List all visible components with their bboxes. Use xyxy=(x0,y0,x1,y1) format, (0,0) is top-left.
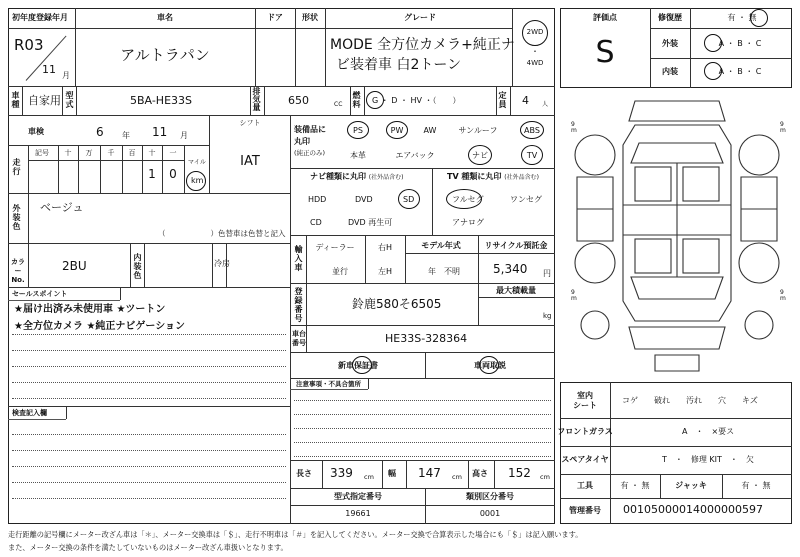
tv-fullseg-circle xyxy=(446,189,482,209)
registration-label: 登 録 番 号 xyxy=(294,287,303,323)
recycle-label: リサイクル預託金 xyxy=(484,241,548,250)
wheel-front-left xyxy=(575,135,615,175)
mileage-unit-3: 千 xyxy=(107,149,115,157)
interior-sheet-label: 室内 シート xyxy=(573,391,597,410)
equip-navi: ナビ xyxy=(472,151,488,160)
equipment-title-2: 丸印 xyxy=(294,137,310,146)
mileage-mile-label: マイル xyxy=(188,159,206,166)
width-value: 147 xyxy=(418,466,441,480)
import-rh: 右H xyxy=(377,243,393,252)
color-note: （ ）色替車は色替と記入 xyxy=(158,229,286,238)
model-code-value: 19661 xyxy=(345,509,371,518)
eval-score: S xyxy=(595,35,615,70)
sales-point-label: セールスポイント xyxy=(12,290,68,298)
mileage-km-circle xyxy=(186,171,206,191)
grade-line-2: ビ装着車 白2トーン xyxy=(336,57,462,73)
tv-title: TV 種類に丸印 (社外品含む) xyxy=(447,172,539,181)
color-no-label: カラー No. xyxy=(11,258,25,284)
equipment-title: 装備品に xyxy=(294,125,326,134)
inspector-label: 検査記入欄 xyxy=(12,409,47,417)
length-unit: cm xyxy=(364,473,374,481)
drive-4wd: 4WD xyxy=(526,59,544,67)
capacity-unit: 人 xyxy=(542,101,549,108)
sales-line-2: ★全方位カメラ ★純正ナビゲーション xyxy=(14,321,186,332)
navi-hdd: HDD xyxy=(308,195,327,204)
grade-header: グレード xyxy=(404,13,436,22)
wheel-rear-left xyxy=(575,243,615,283)
tv-oneseg: ワンセグ xyxy=(510,195,542,204)
equip-tv: TV xyxy=(526,151,538,160)
fuel-g-circle xyxy=(366,91,384,109)
first-reg-month-unit: 月 xyxy=(62,71,70,80)
width-unit: cm xyxy=(452,473,462,481)
tv-analog: アナログ xyxy=(452,218,484,227)
navi-dvd-play: DVD 再生可 xyxy=(348,218,393,227)
spare-wheel xyxy=(581,311,609,339)
door-header: ドア xyxy=(267,13,283,22)
drive-2wd: 2WD xyxy=(526,28,544,36)
chassis-label: 車台 番号 xyxy=(292,330,306,347)
recycle-value: 5,340 xyxy=(493,262,528,276)
inspection-year: 6 xyxy=(96,125,104,139)
jack-label: ジャッキ xyxy=(675,481,707,490)
inspection-label: 車検 xyxy=(28,127,44,136)
height-unit: cm xyxy=(540,473,550,481)
capacity-value: 4 xyxy=(522,94,529,107)
first-reg-header: 初年度登録年月 xyxy=(12,13,68,22)
length-label: 長さ xyxy=(296,469,312,478)
diagram-mark-rear-left: 9 m xyxy=(571,289,577,302)
wheel-front-right xyxy=(739,135,779,175)
drive-dot: ・ xyxy=(531,47,539,56)
tools-label: 工具 xyxy=(577,481,593,490)
repair-history-opts: 有 ・ 無 xyxy=(727,13,757,22)
first-reg-month: 11 xyxy=(42,63,56,76)
car-name-value: アルトラパン xyxy=(120,46,210,64)
tv-fullseg: フルセグ xyxy=(452,195,484,204)
model-year-value: 年 不明 xyxy=(428,267,460,276)
model-code-label: 型式指定番号 xyxy=(334,492,382,501)
interior-opts: A ・ B ・ C xyxy=(718,67,762,76)
import-dealer: ディーラー xyxy=(315,243,355,252)
equip-aw: AW xyxy=(423,126,437,135)
diagram-mark-rear-right: 9 m xyxy=(780,289,786,302)
recycle-unit: 円 xyxy=(543,269,551,278)
repair-none-circle xyxy=(750,9,768,27)
mileage-unit-4: 百 xyxy=(128,149,136,157)
width-label: 幅 xyxy=(388,469,396,478)
navi-cd: CD xyxy=(310,218,322,227)
fridge-label: 冷房 xyxy=(214,259,230,268)
warranty-manual-circle xyxy=(479,356,499,374)
management-value: 00105000014000000597 xyxy=(623,503,763,516)
equip-ps: PS xyxy=(353,126,363,135)
shift-value: IAT xyxy=(240,154,260,169)
use-value: 自家用 xyxy=(28,94,61,107)
eval-points-header: 評価点 xyxy=(593,13,617,22)
color-no-value: 2BU xyxy=(62,259,87,273)
equip-abs: ABS xyxy=(524,126,540,135)
navi-sd: SD xyxy=(403,195,415,204)
exterior-label: 外装 xyxy=(662,39,678,48)
fuel-label: 燃 料 xyxy=(352,91,361,109)
mileage-unit-5: 十 xyxy=(148,149,156,157)
inspection-month-unit: 月 xyxy=(180,131,188,140)
interior-label: 内装 xyxy=(662,67,678,76)
inspection-year-unit: 年 xyxy=(122,131,130,140)
model-year-label: モデル年式 xyxy=(421,241,461,250)
mileage-digit-1: 1 xyxy=(148,167,156,181)
tools-value: 有 ・ 無 xyxy=(620,481,650,490)
max-load-label: 最大積載量 xyxy=(496,286,536,295)
shift-label: シフト xyxy=(239,119,261,127)
spare-tire-value: T ・ 修理 KIT ・ 欠 xyxy=(662,455,754,464)
model-value: 5BA-HE33S xyxy=(130,94,192,107)
spare-tire-label: スペアタイヤ xyxy=(561,455,609,464)
footer-note-2: また、メーター交換の条件を満たしていないものはメーター改ざん車扱いとなります。 xyxy=(8,543,288,552)
notes-label: 注意事項・不具合箇所 xyxy=(296,380,361,388)
navi-title: ナビ種類に丸印 (社外品含む) xyxy=(310,172,404,181)
diagram-mark-front-left: 9 m xyxy=(571,121,577,134)
import-parallel: 並行 xyxy=(332,267,348,276)
displacement-label: 排 気 量 xyxy=(252,87,261,112)
model-label: 型 式 xyxy=(65,91,74,109)
color-label: 外 装 色 xyxy=(12,204,21,231)
mileage-unit-1: 十 xyxy=(64,149,72,157)
mileage-label: 走 行 xyxy=(12,158,21,176)
inspection-month: 11 xyxy=(152,125,168,139)
displacement-unit: CC xyxy=(334,101,343,108)
max-load-unit: kg xyxy=(543,312,552,320)
jack-value: 有 ・ 無 xyxy=(741,481,771,490)
length-value: 339 xyxy=(330,466,353,480)
mileage-unit-6: 一 xyxy=(169,149,177,157)
footer-note-1: 走行距離の記号欄にメーター改ざん車は「＊」、メーター交換車は「＄」、走行不明車は「＃」を記入してください。メーター交換で合算表示した場合にも「＄」は記入願います。 xyxy=(8,530,583,539)
car-body-diagram xyxy=(565,95,791,377)
mileage-unit-2: 万 xyxy=(85,149,93,157)
mileage-mark-label: 記号 xyxy=(35,149,49,157)
exterior-a-circle xyxy=(704,34,722,52)
height-label: 高さ xyxy=(472,469,488,478)
first-reg-era: R03 xyxy=(14,36,44,54)
class-code-label: 類別区分番号 xyxy=(466,492,514,501)
equipment-title-3: (純正のみ) xyxy=(294,149,326,157)
warranty-book: 新車保証書 xyxy=(338,361,378,370)
interior-a-circle xyxy=(704,62,722,80)
color-value: ベージュ xyxy=(40,201,84,214)
car-name-header: 車名 xyxy=(157,13,173,22)
class-code-value: 0001 xyxy=(479,509,501,518)
fuel-opts: G ・ D ・ HV ・（ ） xyxy=(372,96,461,105)
diagram-mark-front-right: 9 m xyxy=(780,121,786,134)
registration-value: 鈴鹿580そ6505 xyxy=(352,297,442,311)
capacity-label: 定 員 xyxy=(498,91,507,109)
shape-header: 形状 xyxy=(302,13,318,22)
warranty-book-circle xyxy=(352,356,372,374)
navi-sd-circle xyxy=(398,189,420,209)
displacement-value: 650 xyxy=(288,94,309,107)
interior-sheet-items: コゲ 破れ 汚れ 穴 キズ xyxy=(622,396,758,405)
equip-airbag: エアバック xyxy=(395,151,435,160)
windshield-label: フロントガラス xyxy=(557,427,613,436)
mileage-digit-2: 0 xyxy=(169,167,177,181)
exterior-opts: A ・ B ・ C xyxy=(718,39,762,48)
windshield-value: A ・ ×要ス xyxy=(682,427,735,436)
interior-color-label: 内 装 色 xyxy=(133,253,142,280)
mileage-km: km xyxy=(191,176,204,185)
import-label: 輸 入 車 xyxy=(294,245,303,272)
equip-sunroof: サンルーフ xyxy=(458,126,498,135)
repair-history-header: 修復歴 xyxy=(658,13,682,22)
use-label: 車 種 xyxy=(11,91,20,109)
navi-dvd: DVD xyxy=(355,195,373,204)
import-lh: 左H xyxy=(377,267,393,276)
sales-line-1: ★届け出済み未使用車 ★ツートン xyxy=(14,304,166,315)
wheel-rear-right xyxy=(739,243,779,283)
equip-pw: PW xyxy=(390,126,404,135)
spare-wheel-right xyxy=(745,311,773,339)
warranty-manual: 車両取説 xyxy=(474,361,506,370)
height-value: 152 xyxy=(508,466,531,480)
equip-leather: 本革 xyxy=(350,151,366,160)
chassis-value: HE33S-328364 xyxy=(385,332,468,345)
grade-line-1: MODE 全方位カメラ+純正ナ xyxy=(330,37,515,53)
management-label: 管理番号 xyxy=(569,506,601,515)
